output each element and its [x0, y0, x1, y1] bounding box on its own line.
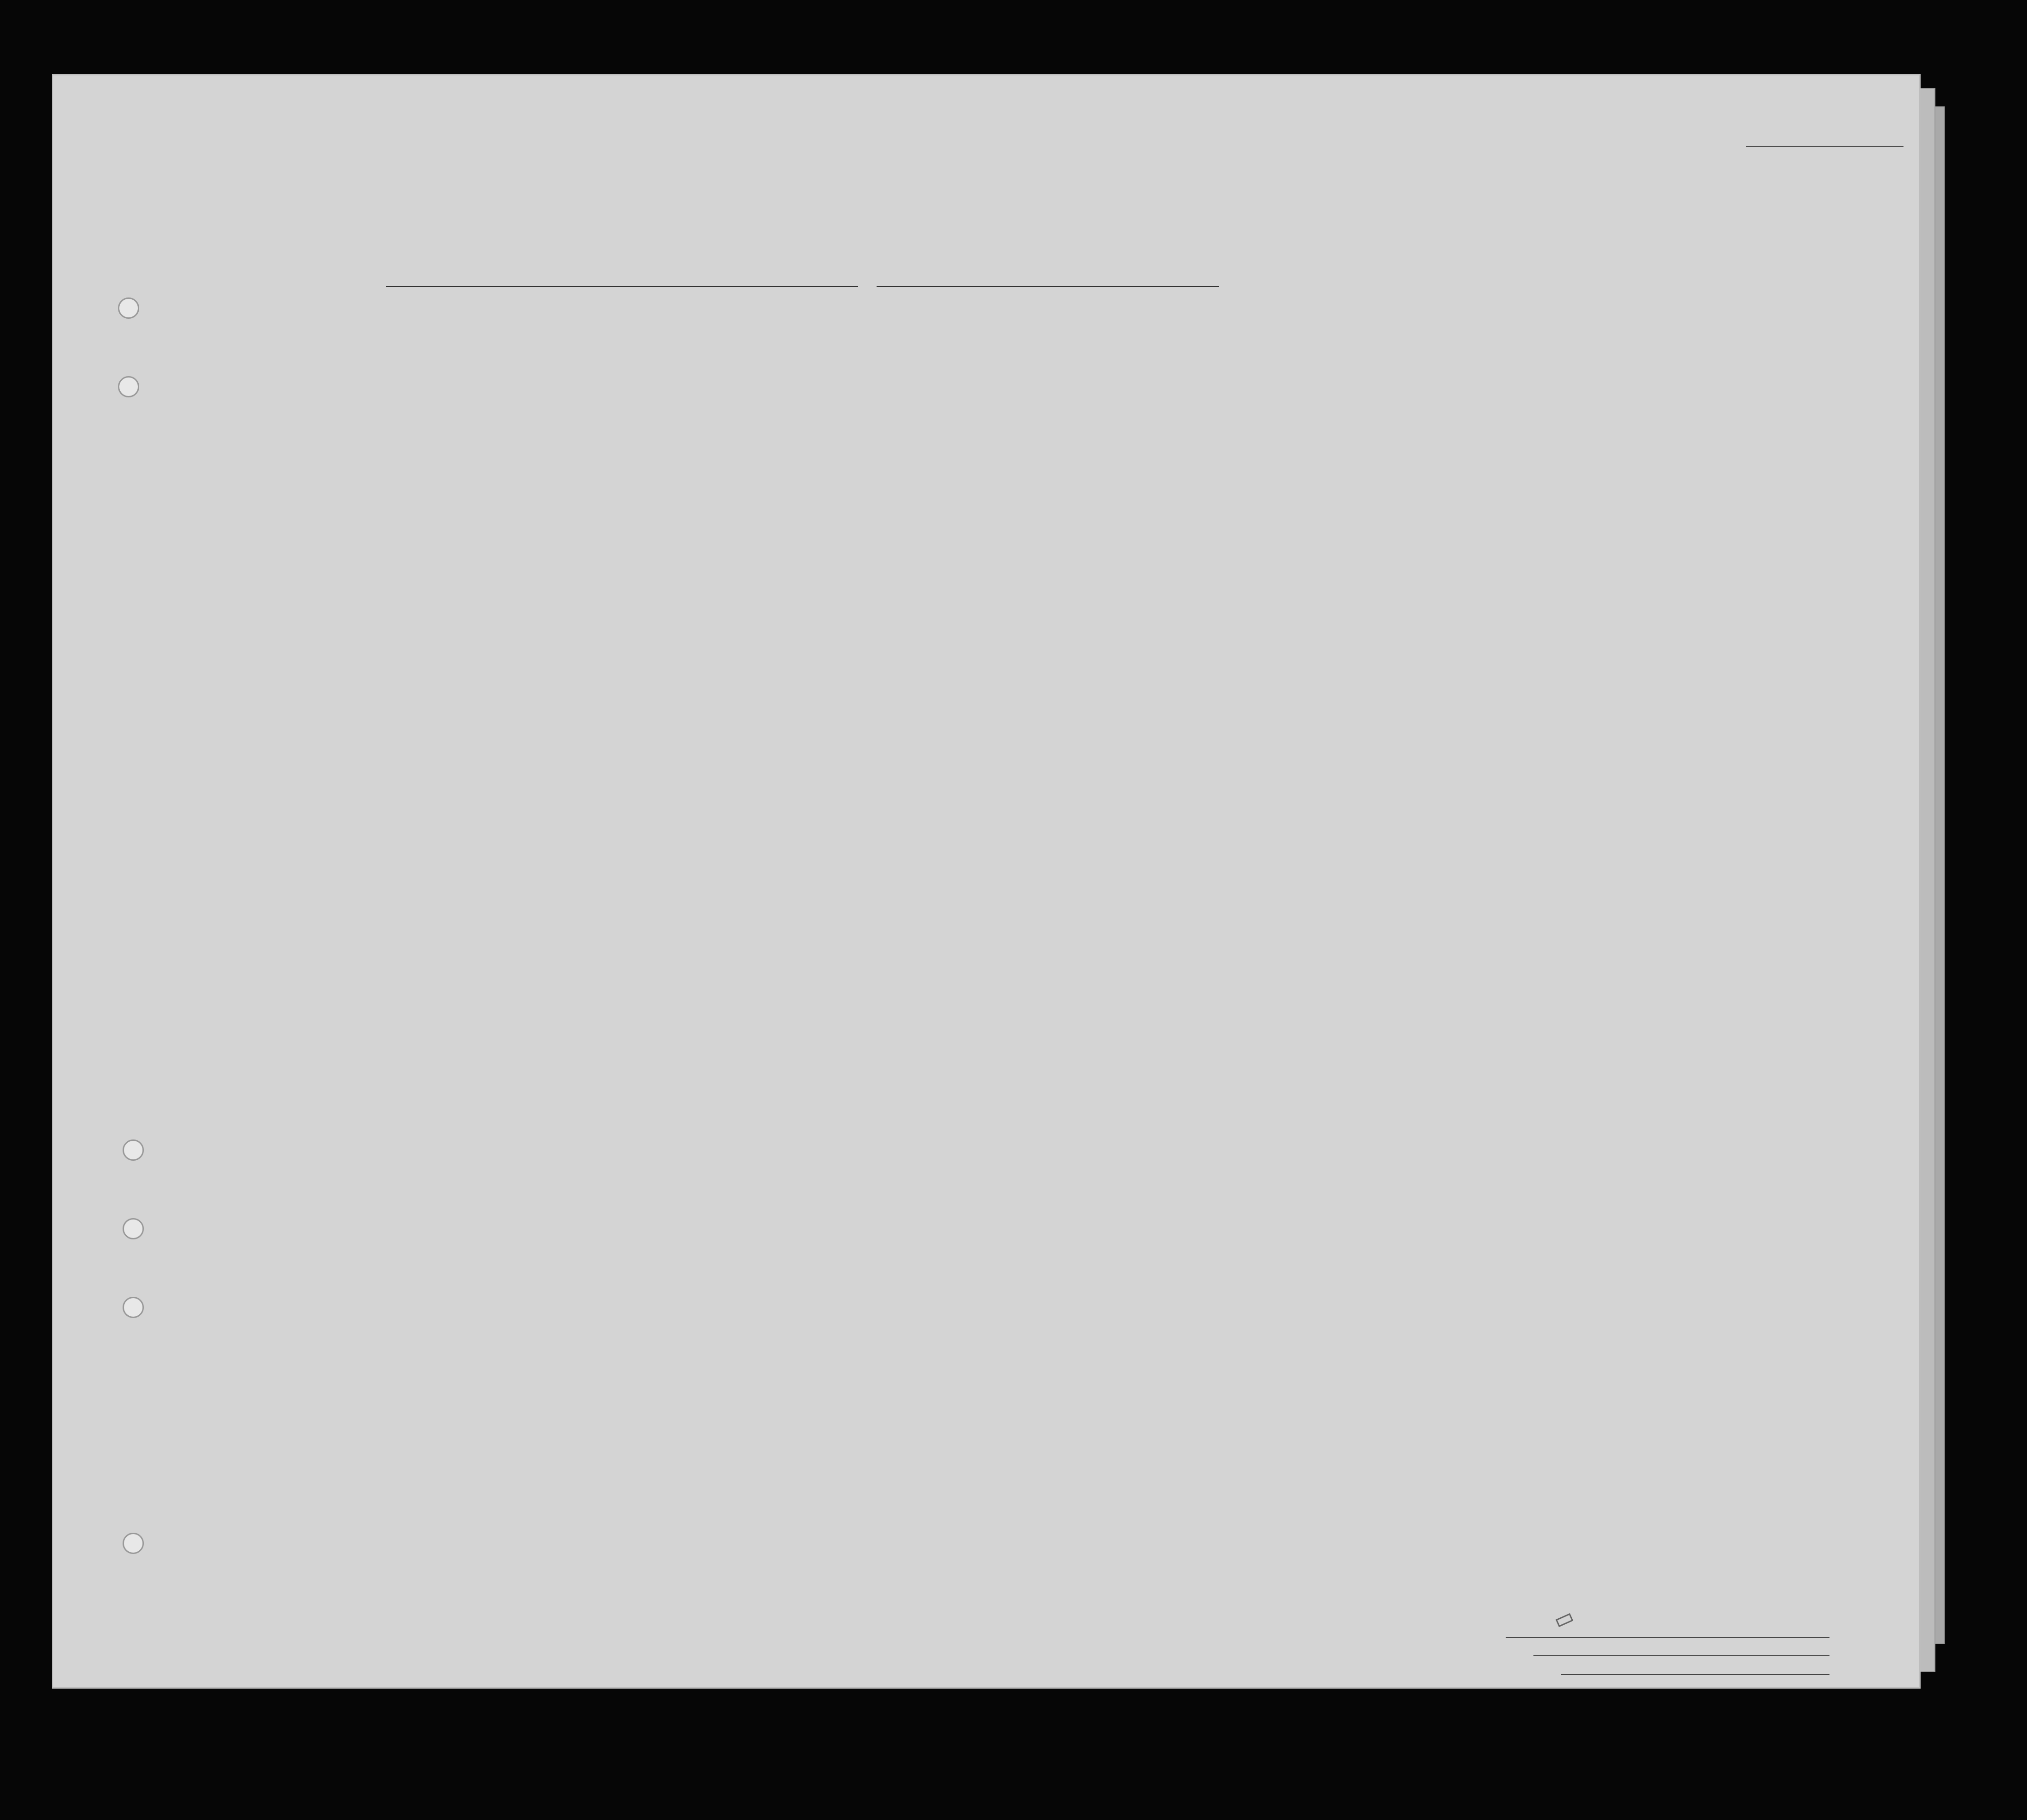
- footer-owners-rule: [1533, 1655, 1829, 1656]
- manifest-sheet: [52, 74, 1921, 1689]
- manifest-grid: [53, 75, 1921, 1689]
- footer-agents-rule: [1561, 1674, 1829, 1675]
- page-stack-edge: [1920, 88, 1935, 1672]
- footer-line-rule: [1506, 1637, 1829, 1638]
